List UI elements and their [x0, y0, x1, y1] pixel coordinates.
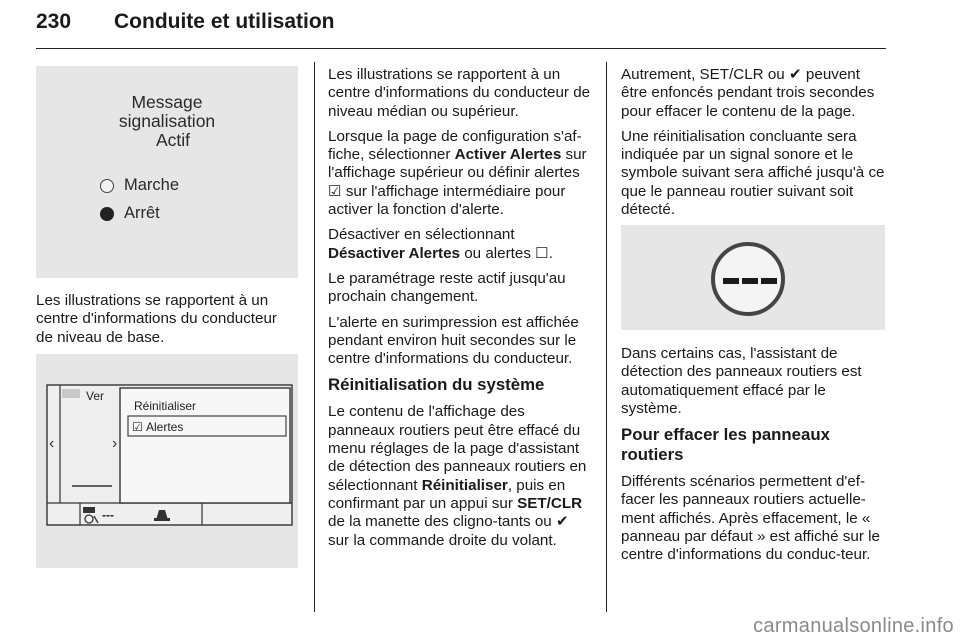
paragraph-illustrations-median: Les illustrations se rapportent à un centre d'informations du conducteur de niveau médian ou supérieur.	[328, 66, 591, 120]
radio-selected-icon	[100, 207, 114, 221]
paragraph-activer-alertes: Lorsque la page de configuration s'af-fiche, sélectionner Activer Alertes sur l'affichage supérieur ou définir alertes ☑ sur l'affichage intermédiaire pour activer la fonction d'alerte.	[328, 127, 587, 219]
status-dashes: ---	[102, 508, 114, 522]
driver-info-display	[46, 384, 293, 526]
figure-title-line-2: signalisation	[118, 111, 216, 131]
figure-message-signalisation	[36, 66, 298, 278]
term-reinitialiser: Réinitialiser	[421, 476, 508, 494]
column-divider-1	[314, 62, 315, 612]
column-1-text	[36, 292, 298, 354]
section-title: Conduite et utilisation	[114, 10, 335, 33]
heading-effacer-panneaux: Pour effacer les panneaux routiers	[621, 425, 830, 465]
tab-icon	[62, 389, 80, 398]
radio-unselected-icon	[100, 179, 114, 193]
page-number: 230	[36, 10, 72, 33]
menu-title-reinitialiser: Réinitialiser	[134, 399, 197, 413]
left-arrow-icon: ‹	[49, 435, 55, 452]
term-desactiver-alertes: Désactiver Alertes	[328, 244, 460, 262]
paragraph-set-clr-trois-secondes: Autrement, SET/CLR ou ✔ peuvent être enfoncés pendant trois secondes pour effacer le contenu de la page.	[621, 66, 875, 120]
paragraph-reinitialisation: Le contenu de l'affichage des panneaux routiers peut être effacé du menu réglages de la page d'assistant de détection des panneaux routiers en sélectionnant Réinitialiser, puis en confirmant par un appui sur SET/CLR de la manette des cligno-tants ou ✔ sur la commande droite du volant.	[328, 403, 587, 549]
figure-caption: Les illustrations se rapportent à un centre d'informations du conducteur de niveau de base.	[36, 292, 277, 346]
default-sign-icon	[711, 242, 785, 316]
paragraph-desactiver: Désactiver en sélectionnant Désactiver Alertes ou alertes ☐.	[328, 226, 553, 262]
page-header	[36, 8, 886, 42]
paragraph-alerte-surimpression: L'alerte en surimpression est affichée pendant environ huit secondes sur le centre d'informations du conducteur.	[328, 313, 579, 368]
figure-reset-menu	[36, 354, 298, 568]
radio-label-marche: Marche	[124, 176, 180, 194]
column-3-text-top	[621, 66, 886, 226]
menu-item-alertes: Alertes	[146, 420, 184, 434]
watermark: carmanualsonline.info	[753, 615, 954, 637]
heading-reinitialisation: Réinitialisation du système	[328, 375, 545, 395]
figure-title-line-1: Message	[131, 92, 203, 112]
paragraph-parametrage: Le paramétrage reste actif jusqu'au prochain changement.	[328, 269, 566, 306]
column-2-text	[328, 66, 593, 557]
tab-label: Ver	[86, 389, 105, 403]
figure-title-line-3: Actif	[155, 130, 191, 150]
figure-default-sign	[621, 225, 885, 330]
radio-label-arret: Arrêt	[124, 204, 160, 222]
paragraph-reinitialisation-concluante: Une réinitialisation concluante sera indiquée par un signal sonore et le symbole suivant sera affiché jusqu'à ce que le panneau routier suivant soit détecté.	[621, 127, 885, 219]
paragraph-efface-automatiquement: Dans certains cas, l'assistant de détection des panneaux routiers est automatiquement effacé par le système.	[621, 345, 862, 417]
column-3-text-bottom	[621, 345, 886, 572]
radio-option-marche	[100, 176, 179, 195]
right-arrow-icon: ›	[112, 435, 118, 452]
radio-option-arret	[100, 204, 160, 223]
term-activer-alertes: Activer Alertes	[454, 146, 562, 164]
checkbox-checked-icon: ☑	[132, 420, 143, 434]
column-divider-2	[606, 62, 607, 612]
term-set-clr: SET/CLR	[517, 494, 583, 512]
header-rule	[36, 48, 886, 49]
paragraph-scenarios: Différents scénarios permettent d'ef-facer les panneaux routiers actuelle-ment affichés. Après effacement, le « panneau par défaut » est affiché sur le centre d'informations du conduc-teur.	[621, 473, 880, 564]
